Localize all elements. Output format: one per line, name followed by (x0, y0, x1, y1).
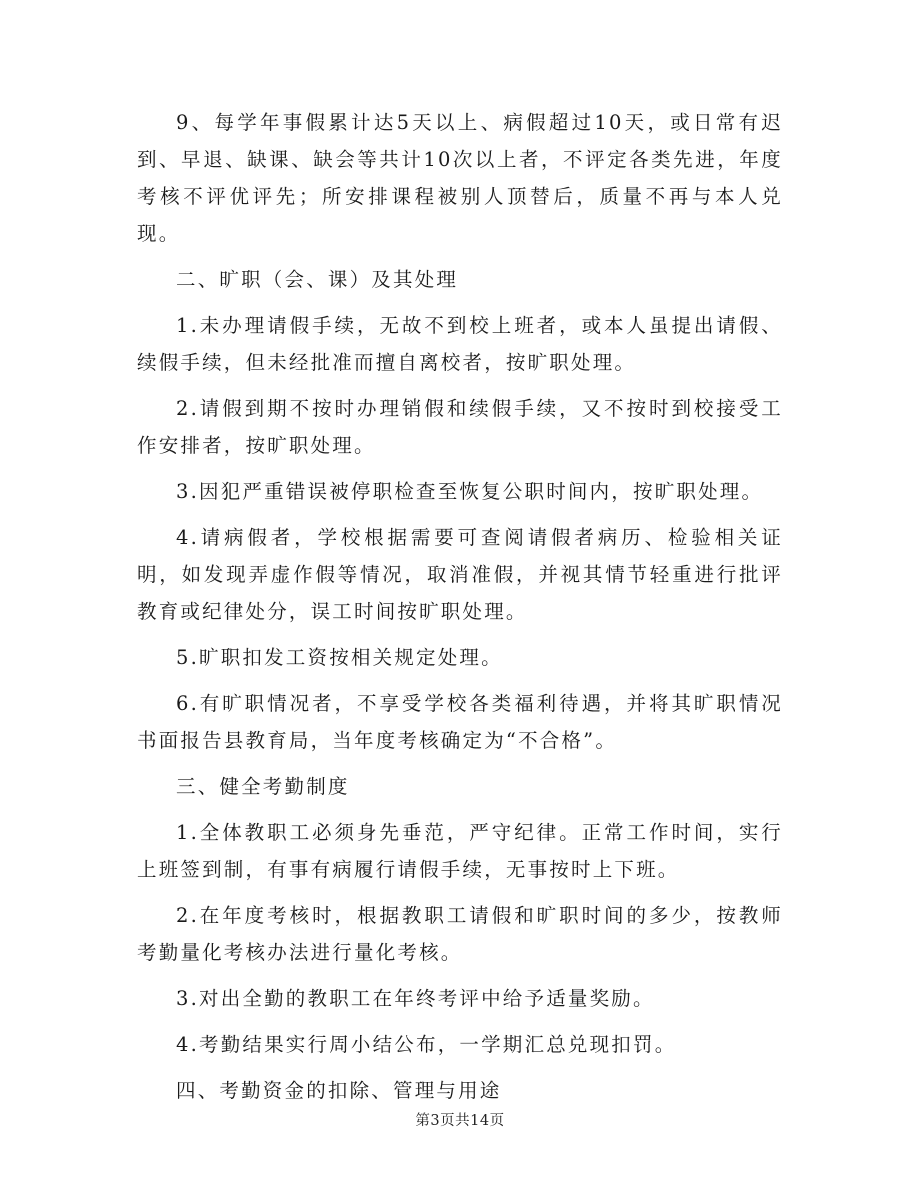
paragraph: 5.旷职扣发工资按相关规定处理。 (176, 646, 503, 669)
section-heading: 四、考勤资金的扣除、管理与用途 (176, 1079, 502, 1102)
document-body (137, 104, 783, 1109)
paragraph: 1.全体教职工必须身先垂范，严守纪律。正常工作时间，实行上班签到制，有事有病履行请假手续，无事按时上下班。 (137, 821, 783, 881)
paragraph: 4.请病假者，学校根据需要可查阅请假者病历、检验相关证明，如发现弄虚作假等情况，取消准假，并视其情节轻重进行批评教育或纪律处分，误工时间按旷职处理。 (137, 526, 783, 623)
paragraph: 4.考勤结果实行周小结公布，一学期汇总兑现扣罚。 (176, 1033, 677, 1056)
page-number: 第3页共14页 (415, 1113, 505, 1129)
paragraph: 9、每学年事假累计达5天以上、病假超过10天，或日常有迟到、早退、缺课、缺会等共计10次以上者，不评定各类先进，年度考核不评优评先；所安排课程被别人顶替后，质量不再与本人兑现。 (137, 111, 783, 245)
paragraph: 2.请假到期不按时办理销假和续假手续，又不按时到校接受工作安排者，按旷职处理。 (137, 397, 783, 457)
paragraph: 1.未办理请假手续，无故不到校上班者，或本人虽提出请假、续假手续，但未经批准而擅自离校者，按旷职处理。 (137, 314, 783, 374)
paragraph: 2.在年度考核时，根据教职工请假和旷职时间的多少，按教师考勤量化考核办法进行量化考核。 (137, 904, 783, 964)
section-heading: 三、健全考勤制度 (176, 775, 350, 798)
section-heading: 二、旷职（会、课）及其处理 (176, 268, 459, 291)
paragraph: 6.有旷职情况者，不享受学校各类福利待遇，并将其旷职情况书面报告县教育局，当年度考核确定为“不合格”。 (137, 692, 783, 752)
paragraph: 3.对出全勤的教职工在年终考评中给予适量奖励。 (176, 987, 655, 1010)
paragraph: 3.因犯严重错误被停职检查至恢复公职时间内，按旷职处理。 (176, 480, 764, 503)
